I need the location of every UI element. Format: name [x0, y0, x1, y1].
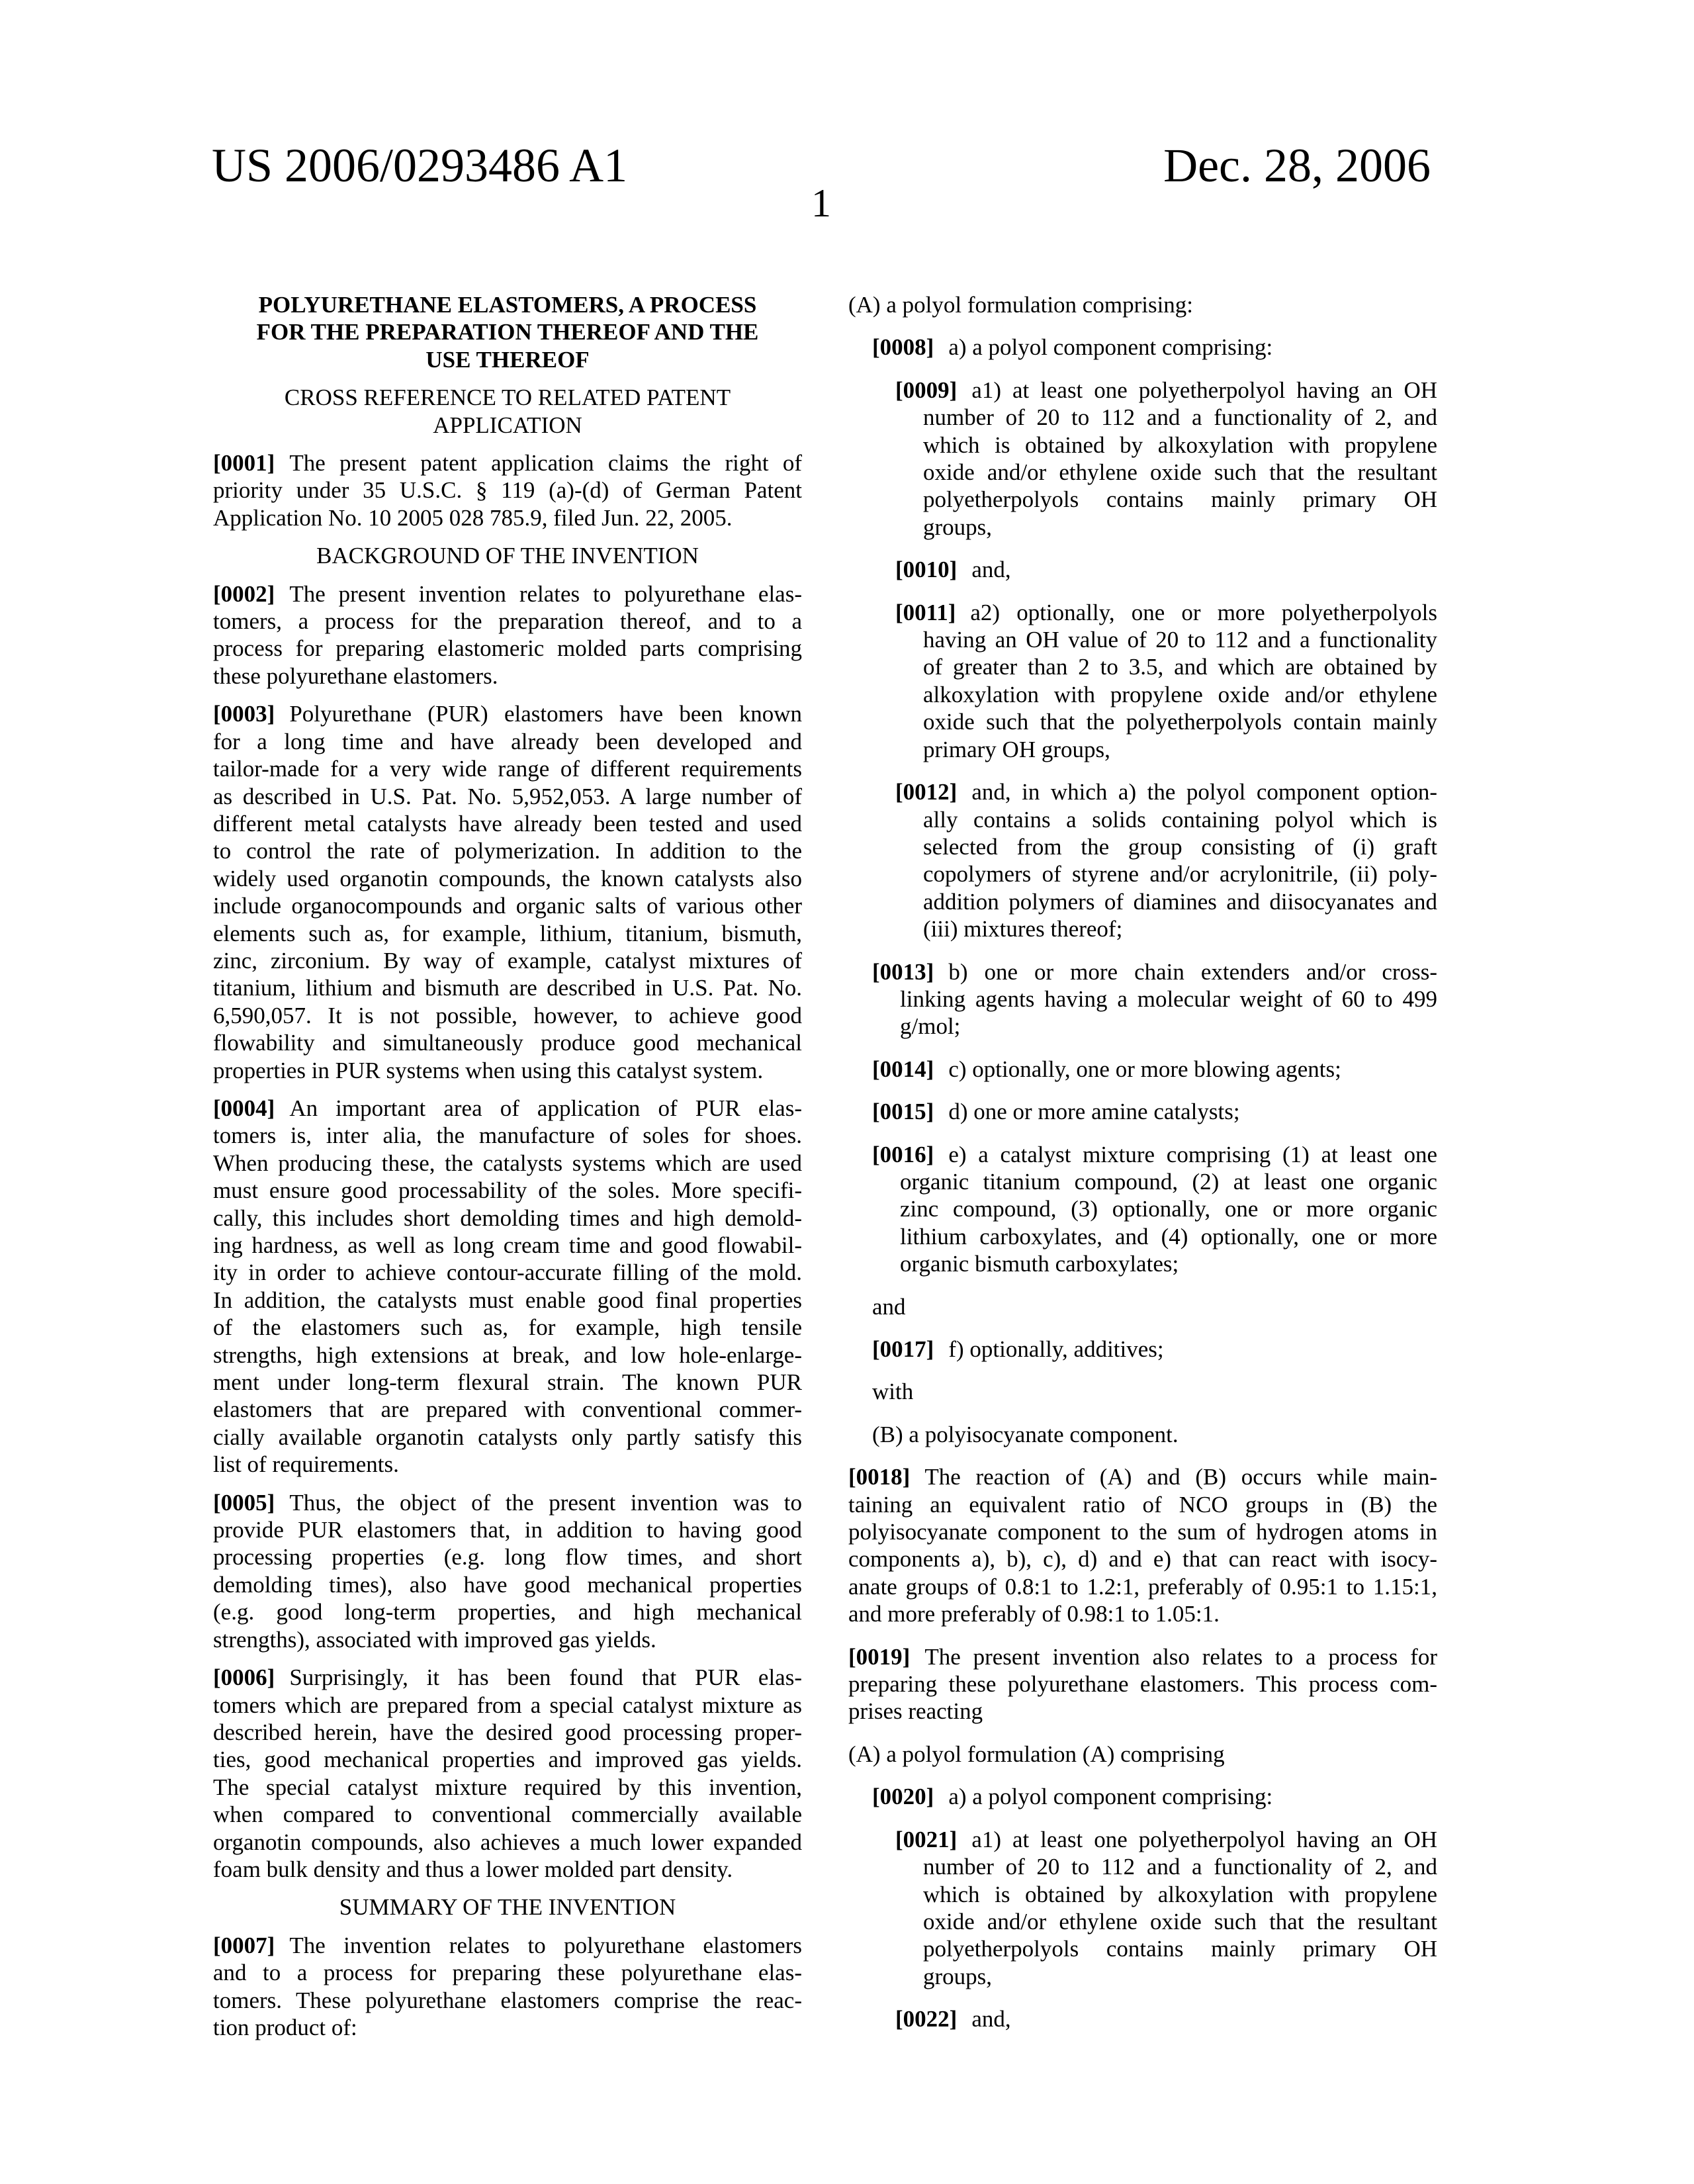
- right-column: [848, 291, 1437, 2048]
- paragraph: [848, 1056, 1437, 1083]
- line-text: elastomers that are prepared with conventional commer-: [213, 1396, 802, 1422]
- text-line: [895, 556, 1437, 583]
- text-line: [213, 1746, 802, 1773]
- line-text: CROSS REFERENCE TO RELATED PATENT: [285, 385, 731, 410]
- paragraph: [848, 334, 1437, 361]
- line-text: c) optionally, one or more blowing agents;: [948, 1056, 1341, 1082]
- text-line: [213, 1719, 802, 1746]
- text-line: [872, 1056, 1437, 1083]
- line-text: tion product of:: [213, 2015, 357, 2040]
- line-text: polyetherpolyols contains mainly primary OH: [923, 1936, 1437, 1962]
- line-text: foam bulk density and thus a lower molded part density.: [213, 1856, 733, 1882]
- line-text: f) optionally, additives;: [948, 1336, 1163, 1362]
- text-line: [923, 1881, 1437, 1908]
- line-text: 6,590,057. It is not possible, however, to achieve good: [213, 1003, 802, 1028]
- text-line: [848, 1643, 1437, 1670]
- text-line: [900, 1250, 1437, 1277]
- paragraph: [848, 1378, 1437, 1405]
- line-text: of the elastomers such as, for example, high tensile: [213, 1314, 802, 1340]
- text-line: [923, 653, 1437, 680]
- text-line: [213, 1987, 802, 2014]
- line-text: a2) optionally, one or more polyetherpolyols: [970, 600, 1437, 625]
- line-text: ing hardness, as well as long cream time and good flowabil-: [213, 1232, 802, 1258]
- paragraph: [213, 1095, 802, 1479]
- text-line: [213, 504, 802, 531]
- line-text: APPLICATION: [433, 412, 582, 438]
- line-text: to control the rate of polymerization. In addition to the: [213, 838, 802, 864]
- line-text: The present invention relates to polyurethane elas-: [289, 581, 802, 607]
- text-line: [213, 1571, 802, 1598]
- paragraph-number: [0010]: [895, 557, 957, 582]
- paragraph: [848, 958, 1437, 1040]
- text-line: [213, 1489, 802, 1516]
- line-text: oxide such that the polyetherpolyols contain mainly: [923, 709, 1437, 735]
- text-line: [848, 1518, 1437, 1545]
- document-title: [213, 291, 802, 373]
- text-line: [213, 1122, 802, 1149]
- line-text: tomers is, inter alia, the manufacture of soles for shoes.: [213, 1122, 802, 1148]
- line-text: SUMMARY OF THE INVENTION: [339, 1894, 676, 1920]
- text-line: [848, 1698, 1437, 1725]
- text-line: [848, 1741, 1437, 1768]
- line-text: lithium carboxylates, and (4) optionally, one or more: [900, 1224, 1437, 1250]
- text-line: [923, 626, 1437, 653]
- text-line: [895, 2005, 1437, 2032]
- text-line: [213, 662, 802, 690]
- text-line: [213, 1774, 802, 1801]
- text-line: [213, 865, 802, 892]
- line-text: The present patent application claims the right of: [289, 450, 802, 476]
- text-line: [923, 432, 1437, 459]
- text-line: [895, 377, 1437, 404]
- paragraph-number: [0011]: [895, 600, 956, 625]
- paragraph-number: [0015]: [872, 1099, 934, 1124]
- text-line: [923, 514, 1437, 541]
- paragraph: [848, 1293, 1437, 1320]
- line-text: copolymers of styrene and/or acrylonitrile, (ii) poly-: [923, 861, 1437, 887]
- line-text: ties, good mechanical properties and improved gas yields.: [213, 1747, 802, 1772]
- line-text: cially available organotin catalysts only partly satisfy this: [213, 1424, 802, 1450]
- text-line: [872, 1141, 1437, 1168]
- text-line: [213, 1095, 802, 1122]
- text-line: [895, 778, 1437, 805]
- line-text: Polyurethane (PUR) elastomers have been known: [289, 701, 802, 727]
- line-text: and,: [971, 2006, 1010, 2032]
- line-text: In addition, the catalysts must enable good final properties: [213, 1287, 802, 1313]
- paragraph-number: [0018]: [848, 1464, 910, 1490]
- text-line: [213, 1626, 802, 1653]
- line-text: having an OH value of 20 to 112 and a functionality: [923, 627, 1437, 653]
- paragraph: [848, 1421, 1437, 1448]
- line-text: strengths), associated with improved gas yields.: [213, 1627, 656, 1653]
- text-line: [213, 947, 802, 974]
- paragraph: [848, 377, 1437, 541]
- line-text: When producing these, the catalysts systems which are used: [213, 1150, 802, 1176]
- text-line: [213, 1664, 802, 1691]
- text-line: [213, 1342, 802, 1369]
- line-text: polyetherpolyols contains mainly primary OH: [923, 486, 1437, 512]
- publication-number: US 2006/0293486 A1: [212, 139, 627, 192]
- line-text: addition polymers of diamines and diisocyanates and: [923, 889, 1437, 915]
- line-text: with: [872, 1379, 913, 1404]
- paragraph: [213, 1489, 802, 1653]
- paragraph: [213, 1664, 802, 1883]
- text-line: [923, 486, 1437, 513]
- text-line: [213, 346, 802, 373]
- text-line: [213, 1692, 802, 1719]
- line-text: organic bismuth carboxylates;: [900, 1251, 1179, 1277]
- text-line: [923, 1935, 1437, 1962]
- paragraph-number: [0016]: [872, 1142, 934, 1167]
- publication-date: Dec. 28, 2006: [1163, 139, 1431, 192]
- text-line: [213, 580, 802, 608]
- line-text: number of 20 to 112 and a functionality of 2, and: [923, 404, 1437, 430]
- line-text: An important area of application of PUR elas-: [289, 1095, 802, 1121]
- text-line: [923, 1853, 1437, 1880]
- text-line: [213, 1451, 802, 1478]
- paragraph: [213, 700, 802, 1084]
- line-text: POLYURETHANE ELASTOMERS, A PROCESS: [259, 292, 757, 318]
- line-text: widely used organotin compounds, the known catalysts also: [213, 866, 802, 891]
- text-line: [213, 542, 802, 569]
- section-heading: [213, 1893, 802, 1921]
- text-line: [213, 1516, 802, 1543]
- line-text: tomers, a process for the preparation thereof, and to a: [213, 608, 802, 634]
- text-line: [872, 1783, 1437, 1810]
- line-text: (e.g. good long-term properties, and high mechanical: [213, 1599, 802, 1625]
- text-line: [213, 1287, 802, 1314]
- paragraph: [848, 556, 1437, 583]
- paragraph: [848, 1826, 1437, 1990]
- paragraph: [848, 2005, 1437, 2032]
- line-text: groups,: [923, 1964, 992, 1989]
- line-text: FOR THE PREPARATION THEREOF AND THE: [257, 319, 759, 345]
- line-text: list of requirements.: [213, 1451, 399, 1477]
- line-text: must ensure good processability of the soles. More specifi-: [213, 1177, 802, 1203]
- line-text: g/mol;: [900, 1013, 960, 1039]
- line-text: (A) a polyol formulation (A) comprising: [848, 1741, 1225, 1767]
- text-line: [213, 1029, 802, 1056]
- line-text: b) one or more chain extenders and/or cross-: [948, 959, 1437, 985]
- text-line: [923, 708, 1437, 735]
- paragraph: [213, 1932, 802, 2042]
- line-text: priority under 35 U.S.C. § 119 (a)-(d) of German Patent: [213, 477, 802, 503]
- text-line: [213, 1598, 802, 1625]
- line-text: zinc, zirconium. By way of example, catalyst mixtures of: [213, 948, 802, 974]
- paragraph: [848, 1741, 1437, 1768]
- text-line: [872, 334, 1437, 361]
- line-text: d) one or more amine catalysts;: [948, 1099, 1239, 1124]
- line-text: (A) a polyol formulation comprising:: [848, 292, 1193, 318]
- text-line: [213, 2014, 802, 2041]
- line-text: a) a polyol component comprising:: [948, 334, 1272, 360]
- text-line: [872, 1336, 1437, 1363]
- line-text: oxide and/or ethylene oxide such that the resultant: [923, 459, 1437, 485]
- line-text: tomers which are prepared from a special catalyst mixture as: [213, 1692, 802, 1718]
- line-text: these polyurethane elastomers.: [213, 663, 498, 689]
- line-text: as described in U.S. Pat. No. 5,952,053. A large number of: [213, 784, 802, 809]
- text-line: [923, 833, 1437, 860]
- text-line: [213, 412, 802, 439]
- text-line: [895, 1826, 1437, 1853]
- line-text: which is obtained by alkoxylation with propylene: [923, 1882, 1437, 1907]
- text-line: [213, 974, 802, 1001]
- paragraph-number: [0020]: [872, 1784, 934, 1809]
- paragraph-number: [0012]: [895, 779, 957, 805]
- text-line: [848, 1573, 1437, 1600]
- line-text: properties in PUR systems when using this catalyst system.: [213, 1058, 763, 1083]
- text-line: [895, 599, 1437, 626]
- text-line: [213, 810, 802, 837]
- paragraph: [848, 1643, 1437, 1725]
- text-line: [848, 1600, 1437, 1627]
- text-line: [872, 1098, 1437, 1125]
- text-line: [213, 1369, 802, 1396]
- text-line: [213, 291, 802, 318]
- line-text: which is obtained by alkoxylation with propylene: [923, 432, 1437, 458]
- line-text: titanium, lithium and bismuth are described in U.S. Pat. No.: [213, 975, 802, 1001]
- line-text: elements such as, for example, lithium, titanium, bismuth,: [213, 921, 802, 946]
- text-line: [213, 1932, 802, 1959]
- text-line: [923, 459, 1437, 486]
- text-line: [872, 1378, 1437, 1405]
- line-text: and more preferably of 0.98:1 to 1.05:1.: [848, 1601, 1220, 1627]
- text-line: [213, 1801, 802, 1828]
- text-line: [213, 755, 802, 782]
- line-text: strengths, high extensions at break, and low hole-enlarge-: [213, 1342, 802, 1368]
- left-column: [213, 291, 802, 2052]
- text-line: [900, 1223, 1437, 1250]
- text-line: [213, 449, 802, 477]
- paragraph-number: [0021]: [895, 1827, 957, 1852]
- text-line: [923, 1963, 1437, 1990]
- paragraph: [848, 599, 1437, 763]
- line-text: a1) at least one polyetherpolyol having an OH: [971, 1827, 1437, 1852]
- line-text: process for preparing elastomeric molded parts comprising: [213, 635, 802, 661]
- text-line: [923, 404, 1437, 431]
- paragraph-number: [0004]: [213, 1095, 275, 1121]
- line-text: number of 20 to 112 and a functionality of 2, and: [923, 1854, 1437, 1880]
- paragraph-number: [0022]: [895, 2006, 957, 2032]
- text-line: [213, 1057, 802, 1084]
- line-text: primary OH groups,: [923, 737, 1110, 762]
- text-line: [213, 728, 802, 755]
- paragraph: [848, 778, 1437, 942]
- line-text: Application No. 10 2005 028 785.9, filed Jun. 22, 2005.: [213, 505, 733, 531]
- text-line: [213, 318, 802, 345]
- text-line: [872, 958, 1437, 985]
- text-line: [213, 1259, 802, 1286]
- text-line: [848, 1670, 1437, 1698]
- line-text: BACKGROUND OF THE INVENTION: [316, 543, 699, 569]
- paragraph-number: [0005]: [213, 1490, 275, 1516]
- line-text: organotin compounds, also achieves a much lower expanded: [213, 1829, 802, 1855]
- paragraph: [213, 449, 802, 531]
- text-line: [923, 736, 1437, 763]
- text-line: [900, 1168, 1437, 1195]
- text-line: [213, 1424, 802, 1451]
- line-text: include organocompounds and organic salts of various other: [213, 893, 802, 919]
- line-text: ity in order to achieve contour-accurate filling of the mold.: [213, 1259, 802, 1285]
- line-text: selected from the group consisting of (i) graft: [923, 834, 1437, 860]
- line-text: a1) at least one polyetherpolyol having an OH: [971, 377, 1437, 403]
- paragraph: [848, 1098, 1437, 1125]
- text-line: [848, 291, 1437, 318]
- text-line: [213, 700, 802, 727]
- line-text: and to a process for preparing these polyurethane elas-: [213, 1960, 802, 1985]
- text-line: [923, 860, 1437, 887]
- paragraph-number: [0014]: [872, 1056, 934, 1082]
- line-text: The reaction of (A) and (B) occurs while main-: [924, 1464, 1437, 1490]
- line-text: organic titanium compound, (2) at least one organic: [900, 1169, 1437, 1195]
- line-text: ally contains a solids containing polyol which is: [923, 807, 1437, 833]
- text-line: [213, 920, 802, 947]
- page-number: 1: [811, 180, 831, 226]
- text-line: [213, 1396, 802, 1423]
- line-text: tailor-made for a very wide range of different requirements: [213, 756, 802, 782]
- text-line: [923, 806, 1437, 833]
- text-line: [213, 1856, 802, 1883]
- text-line: [848, 1491, 1437, 1518]
- text-line: [848, 1545, 1437, 1572]
- text-line: [213, 1314, 802, 1341]
- line-text: and, in which a) the polyol component option-: [971, 779, 1437, 805]
- line-text: and,: [971, 557, 1010, 582]
- paragraph-number: [0003]: [213, 701, 275, 727]
- text-line: [213, 477, 802, 504]
- text-line: [213, 783, 802, 810]
- line-text: (iii) mixtures thereof;: [923, 916, 1122, 942]
- line-text: polyisocyanate component to the sum of hydrogen atoms in: [848, 1519, 1437, 1545]
- line-text: demolding times), also have good mechanical properties: [213, 1572, 802, 1598]
- line-text: processing properties (e.g. long flow times, and short: [213, 1544, 802, 1570]
- line-text: provide PUR elastomers that, in addition to having good: [213, 1517, 802, 1543]
- text-line: [213, 635, 802, 662]
- text-line: [213, 608, 802, 635]
- paragraph-number: [0008]: [872, 334, 934, 360]
- line-text: The special catalyst mixture required by this invention,: [213, 1774, 802, 1800]
- paragraph-number: [0017]: [872, 1336, 934, 1362]
- line-text: cally, this includes short demolding times and high demold-: [213, 1205, 802, 1231]
- line-text: linking agents having a molecular weight of 60 to 499: [900, 986, 1437, 1012]
- line-text: (B) a polyisocyanate component.: [872, 1422, 1179, 1447]
- line-text: The invention relates to polyurethane elastomers: [289, 1933, 802, 1958]
- text-line: [923, 1908, 1437, 1935]
- line-text: ment under long-term flexural strain. The known PUR: [213, 1369, 802, 1395]
- line-text: USE THEREOF: [425, 347, 589, 373]
- paragraph: [848, 1783, 1437, 1810]
- text-line: [872, 1293, 1437, 1320]
- text-line: [900, 985, 1437, 1013]
- text-line: [213, 1543, 802, 1570]
- line-text: zinc compound, (3) optionally, one or more organic: [900, 1196, 1437, 1222]
- text-line: [213, 1829, 802, 1856]
- paragraph-number: [0009]: [895, 377, 957, 403]
- line-text: anate groups of 0.8:1 to 1.2:1, preferably of 0.95:1 to 1.15:1,: [848, 1574, 1437, 1600]
- text-line: [213, 892, 802, 919]
- paragraph-number: [0007]: [213, 1933, 275, 1958]
- line-text: prises reacting: [848, 1698, 983, 1724]
- line-text: Surprisingly, it has been found that PUR elas-: [289, 1664, 802, 1690]
- paragraph-number: [0013]: [872, 959, 934, 985]
- text-line: [848, 1463, 1437, 1490]
- line-text: alkoxylation with propylene oxide and/or ethylene: [923, 682, 1437, 707]
- text-line: [213, 1959, 802, 1986]
- paragraph: [848, 1141, 1437, 1278]
- line-text: taining an equivalent ratio of NCO groups in (B) the: [848, 1492, 1437, 1518]
- line-text: of greater than 2 to 3.5, and which are obtained by: [923, 654, 1437, 680]
- line-text: and: [872, 1294, 906, 1320]
- paragraph: [848, 1336, 1437, 1363]
- paragraph: [213, 580, 802, 690]
- line-text: flowability and simultaneously produce good mechanical: [213, 1030, 802, 1056]
- line-text: preparing these polyurethane elastomers. This process com-: [848, 1671, 1437, 1697]
- line-text: when compared to conventional commercially available: [213, 1801, 802, 1827]
- line-text: Thus, the object of the present invention was to: [289, 1490, 802, 1516]
- text-line: [213, 1150, 802, 1177]
- text-line: [213, 384, 802, 411]
- line-text: groups,: [923, 514, 992, 540]
- text-line: [923, 888, 1437, 915]
- line-text: different metal catalysts have already been tested and used: [213, 811, 802, 837]
- line-text: e) a catalyst mixture comprising (1) at least one: [948, 1142, 1437, 1167]
- paragraph-number: [0001]: [213, 450, 275, 476]
- text-line: [923, 915, 1437, 942]
- paragraph: [848, 1463, 1437, 1627]
- section-heading: [213, 542, 802, 569]
- paragraph: [848, 291, 1437, 318]
- line-text: for a long time and have already been developed and: [213, 729, 802, 754]
- line-text: The present invention also relates to a process for: [924, 1644, 1437, 1670]
- text-line: [213, 1205, 802, 1232]
- text-line: [213, 837, 802, 864]
- line-text: described herein, have the desired good processing proper-: [213, 1719, 802, 1745]
- text-line: [900, 1195, 1437, 1222]
- text-line: [213, 1893, 802, 1921]
- paragraph-number: [0006]: [213, 1664, 275, 1690]
- line-text: oxide and/or ethylene oxide such that the resultant: [923, 1909, 1437, 1934]
- text-line: [900, 1013, 1437, 1040]
- text-line: [213, 1002, 802, 1029]
- text-line: [872, 1421, 1437, 1448]
- text-line: [923, 681, 1437, 708]
- line-text: tomers. These polyurethane elastomers comprise the reac-: [213, 1987, 802, 2013]
- paragraph-number: [0002]: [213, 581, 275, 607]
- text-line: [213, 1177, 802, 1204]
- section-heading: [213, 384, 802, 439]
- text-line: [213, 1232, 802, 1259]
- paragraph-number: [0019]: [848, 1644, 910, 1670]
- line-text: components a), b), c), d) and e) that can react with isocy-: [848, 1546, 1437, 1572]
- line-text: a) a polyol component comprising:: [948, 1784, 1272, 1809]
